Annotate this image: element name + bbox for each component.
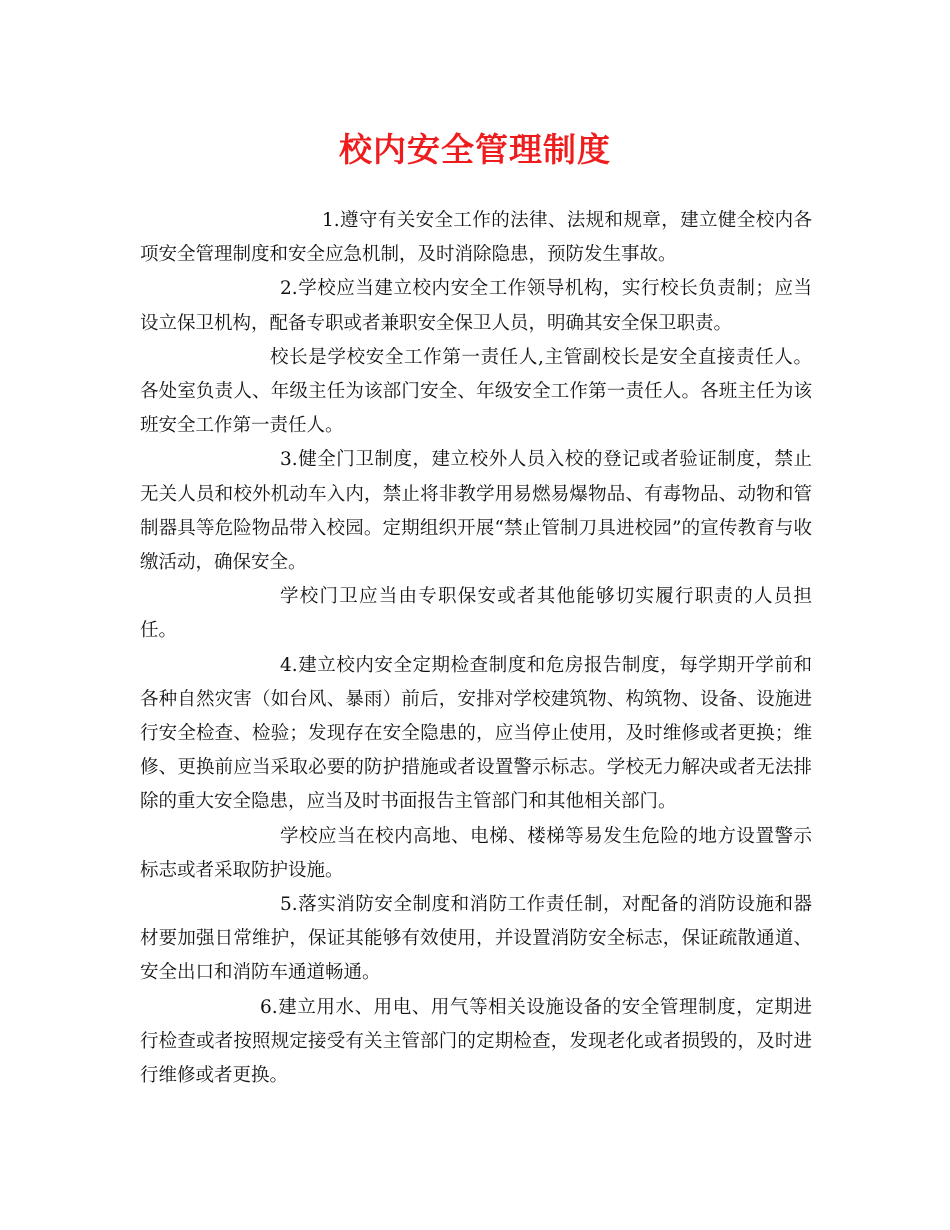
paragraph-3: 校长是学校安全工作第一责任人,主管副校长是安全直接责任人。各处室负责人、年级主任为该部门安全、年级安全工作第一责任人。各班主任为该班安全工作第一责任人。	[140, 346, 812, 437]
paragraph-9: 6.建立用水、用电、用气等相关设施设备的安全管理制度，定期进行检查或者按照规定接受有关主管部门的定期检查，发现老化或者损毁的，及时进行维修或者更换。	[140, 996, 812, 1087]
document-body	[140, 204, 812, 1093]
paragraph-6: 4.建立校内安全定期检查制度和危房报告制度，每学期开学前和各种自然灾害（如台风、暴雨）前后，安排对学校建筑物、构筑物、设备、设施进行安全检查、检验；发现存在安全隐患的，应当停止使用，及时维修或者更换；维修、更换前应当采取必要的防护措施或者设置警示标志。学校无力解决或者无法排除的重大安全隐患，应当及时书面报告主管部门和其他相关部门。	[140, 654, 812, 813]
document-title: 校内安全管理制度	[339, 130, 611, 169]
paragraph-4: 3.健全门卫制度，建立校外人员入校的登记或者验证制度，禁止无关人员和校外机动车入内，禁止将非教学用易燃易爆物品、有毒物品、动物和管制器具等危险物品带入校园。定期组织开展“禁止管制刀具进校园”的宣传教育与收缴活动，确保安全。	[140, 449, 812, 574]
paragraph-7: 学校应当在校内高地、电梯、楼梯等易发生危险的地方设置警示标志或者采取防护设施。	[140, 825, 812, 881]
paragraph-8: 5.落实消防安全制度和消防工作责任制，对配备的消防设施和器材要加强日常维护，保证其能够有效使用，并设置消防安全标志，保证疏散通道、安全出口和消防车通道畅通。	[140, 894, 812, 984]
paragraph-2: 2.学校应当建立校内安全工作领导机构，实行校长负责制；应当设立保卫机构，配备专职或者兼职安全保卫人员，明确其安全保卫职责。	[140, 278, 812, 334]
paragraph-5: 学校门卫应当由专职保安或者其他能够切实履行职责的人员担任。	[140, 586, 812, 642]
paragraph-1: 1.遵守有关安全工作的法律、法规和规章，建立健全校内各项安全管理制度和安全应急机制，及时消除隐患，预防发生事故。	[140, 210, 812, 266]
